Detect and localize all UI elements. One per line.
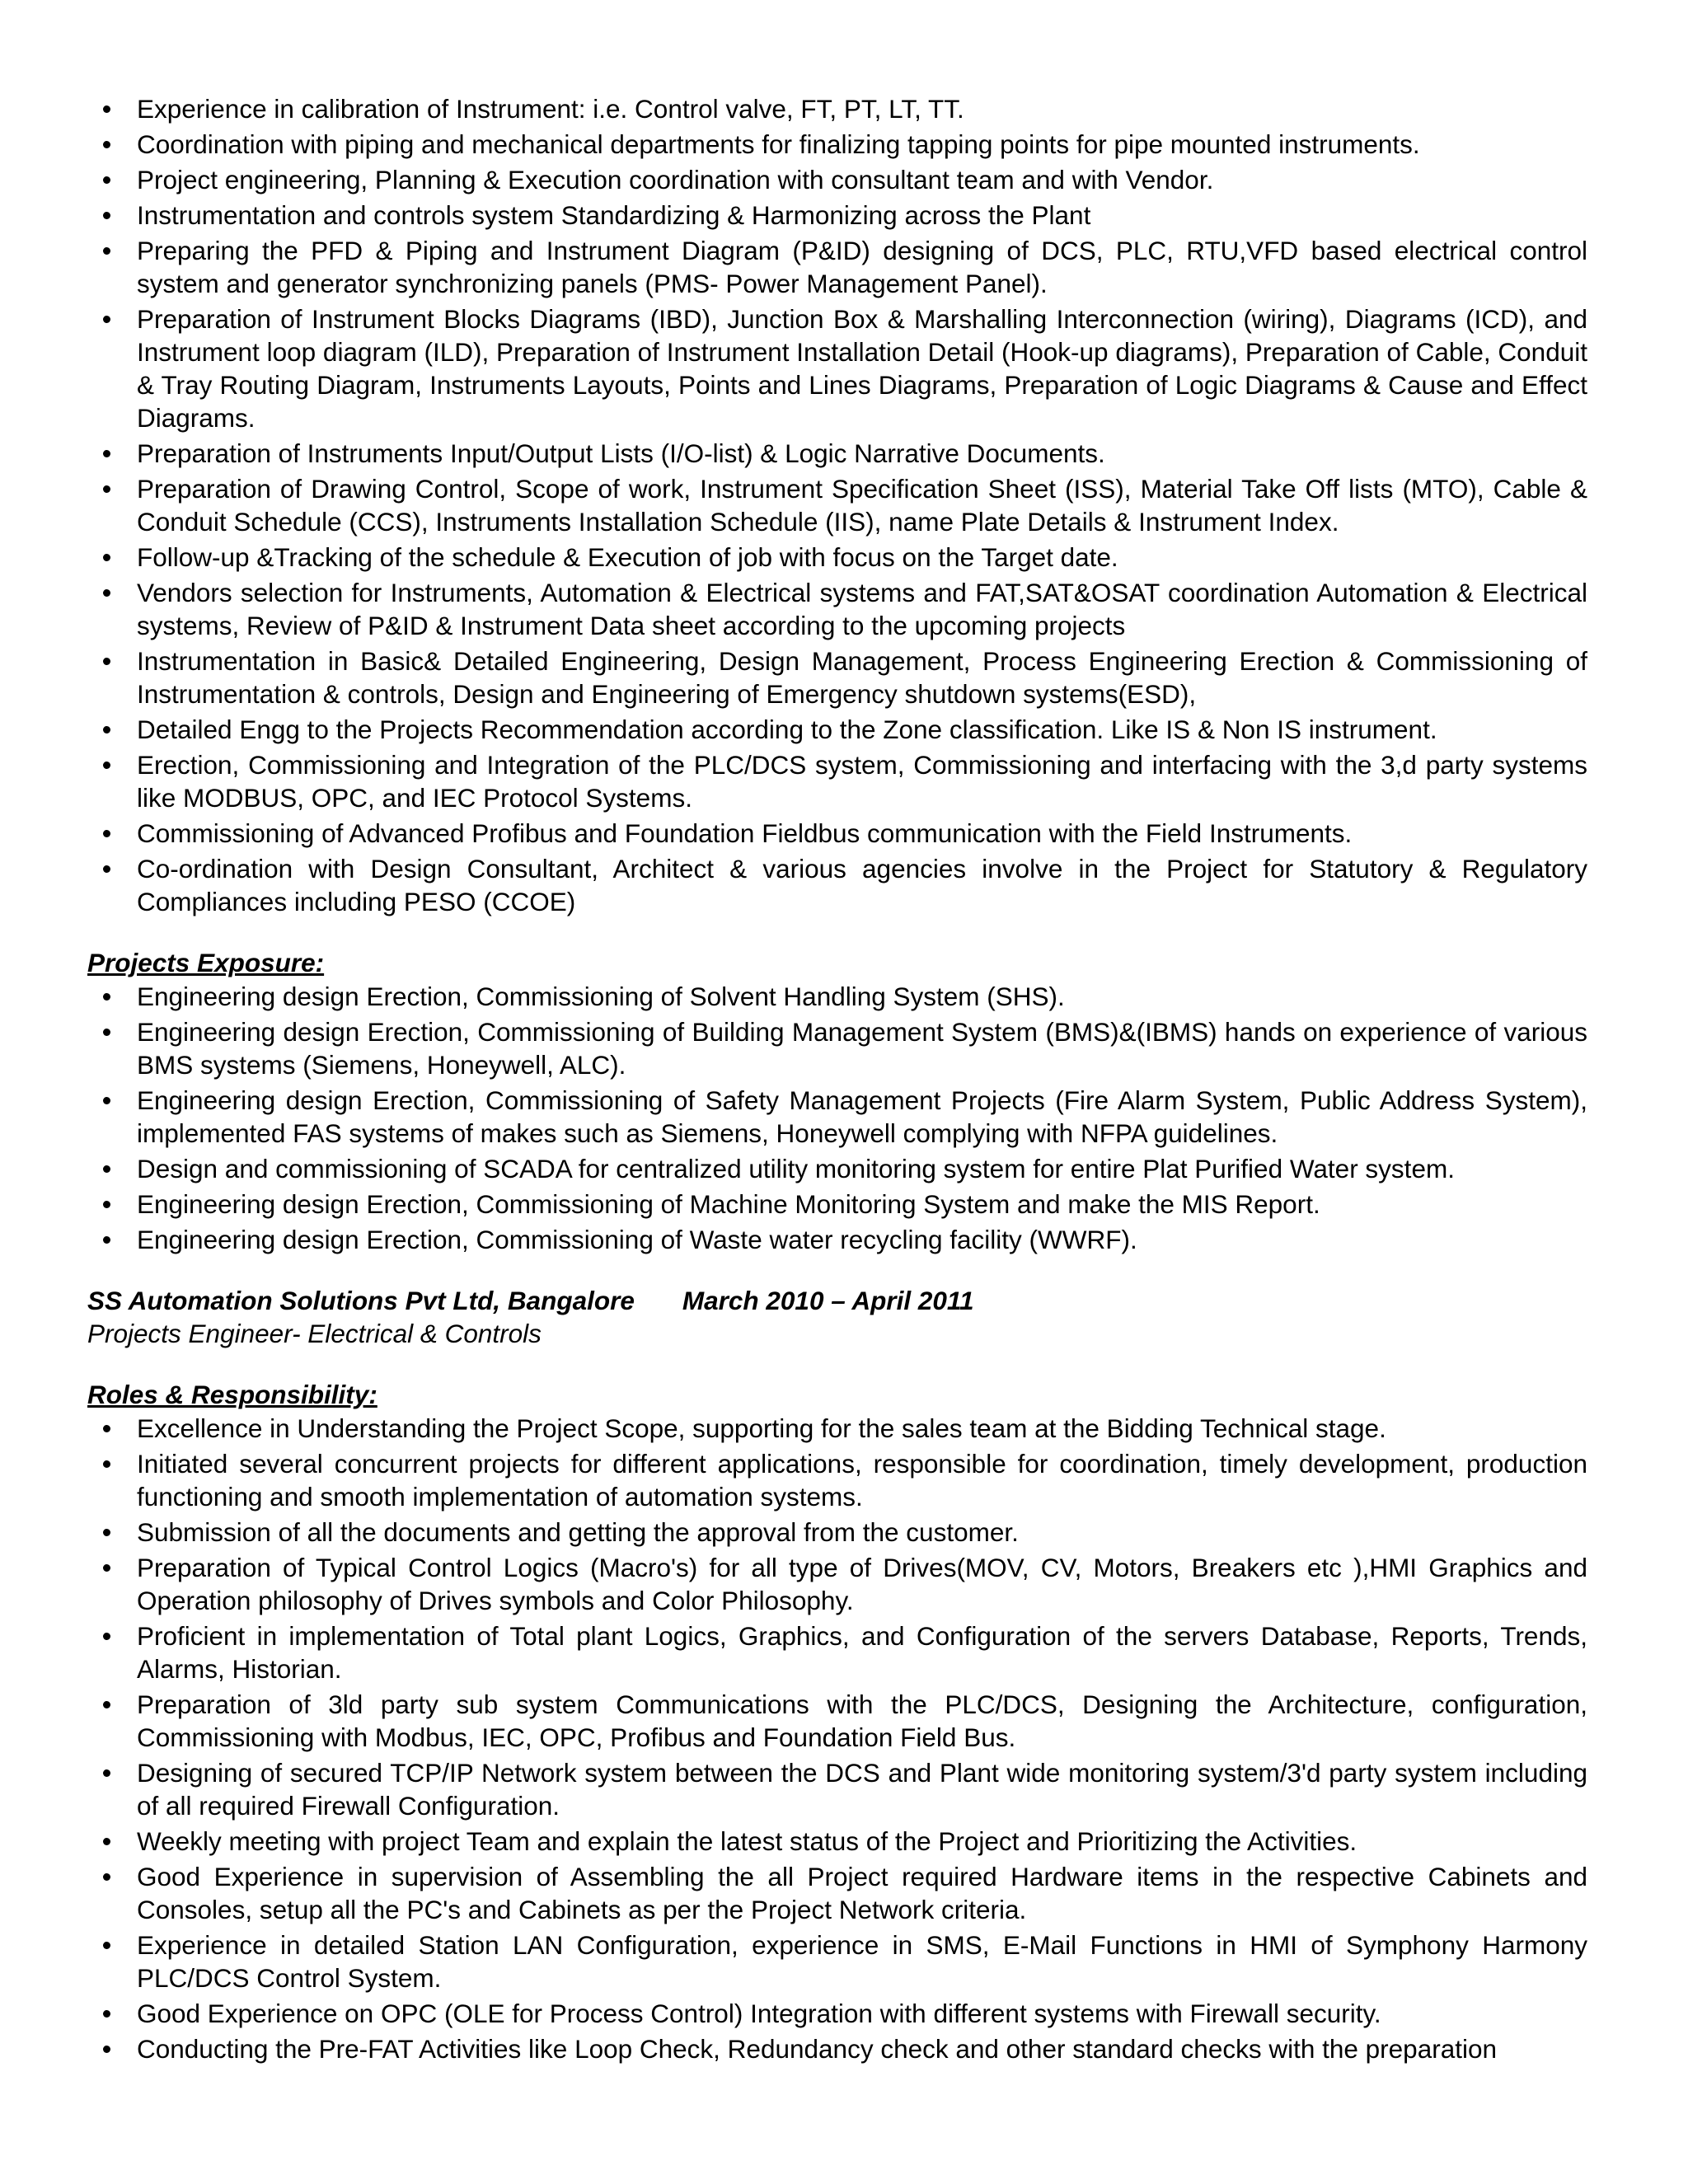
list-item: Follow-up &Tracking of the schedule & Execution of job with focus on the Target date. xyxy=(87,541,1587,574)
list-item: Instrumentation and controls system Standardizing & Harmonizing across the Plant xyxy=(87,199,1587,232)
list-item: Co-ordination with Design Consultant, Architect & various agencies involve in the Project for Statutory & Regulatory Compliances including PESO (CCOE) xyxy=(87,852,1587,918)
list-item: Commissioning of Advanced Profibus and Foundation Fieldbus communication with the Field Instruments. xyxy=(87,817,1587,850)
list-item: Experience in detailed Station LAN Configuration, experience in SMS, E-Mail Functions in HMI of Symphony Harmony PLC/DCS Control System. xyxy=(87,1929,1587,1994)
roles-heading: Roles & Responsibility: xyxy=(87,1380,377,1409)
employment-dates: March 2010 – April 2011 xyxy=(682,1286,974,1315)
list-item: Engineering design Erection, Commissioning of Building Management System (BMS)&(IBMS) hands on experience of various BMS systems (Siemens, Honeywell, ALC). xyxy=(87,1015,1587,1081)
list-item: Engineering design Erection, Commissioning of Solvent Handling System (SHS). xyxy=(87,980,1587,1013)
list-item: Submission of all the documents and getting the approval from the customer. xyxy=(87,1516,1587,1549)
list-item: Good Experience on OPC (OLE for Process Control) Integration with different systems with Firewall security. xyxy=(87,1997,1587,2030)
list-item: Designing of secured TCP/IP Network system between the DCS and Plant wide monitoring system/3'd party system including of all required Firewall Configuration. xyxy=(87,1756,1587,1822)
list-item: Good Experience in supervision of Assembling the all Project required Hardware items in the respective Cabinets and Consoles, setup all the PC's and Cabinets as per the Project Network criteria. xyxy=(87,1860,1587,1926)
list-item: Conducting the Pre-FAT Activities like Loop Check, Redundancy check and other standard checks with the preparation xyxy=(87,2032,1587,2065)
list-item: Detailed Engg to the Projects Recommendation according to the Zone classification. Like IS & Non IS instrument. xyxy=(87,713,1587,746)
list-item: Preparing the PFD & Piping and Instrument Diagram (P&ID) designing of DCS, PLC, RTU,VFD based electrical control system and generator synchronizing panels (PMS- Power Management Panel). xyxy=(87,234,1587,300)
list-item: Instrumentation in Basic& Detailed Engineering, Design Management, Process Engineering Erection & Commissioning of Instrumentation & controls, Design and Engineering of Emergency shutdown systems(ESD), xyxy=(87,644,1587,710)
experience-list xyxy=(87,92,1587,918)
list-item: Preparation of Drawing Control, Scope of work, Instrument Specification Sheet (ISS), Material Take Off lists (MTO), Cable & Conduit Schedule (CCS), Instruments Installation Schedule (IIS), name Plate Details & Instrument Index. xyxy=(87,472,1587,538)
list-item: Preparation of Typical Control Logics (Macro's) for all type of Drives(MOV, CV, Motors, Breakers etc ),HMI Graphics and Operation philosophy of Drives symbols and Color Philosophy. xyxy=(87,1551,1587,1617)
list-item: Engineering design Erection, Commissioning of Machine Monitoring System and make the MIS Report. xyxy=(87,1188,1587,1221)
job-title: Projects Engineer- Electrical & Controls xyxy=(87,1319,542,1348)
list-item: Preparation of Instrument Blocks Diagrams (IBD), Junction Box & Marshalling Interconnection (wiring), Diagrams (ICD), and Instrument loop diagram (ILD), Preparation of Instrument Installation Detail (Hook-up diagrams), Preparation of Cable, Conduit & Tray Routing Diagram, Instruments Layouts, Points and Lines Diagrams, Preparation of Logic Diagrams & Cause and Effect Diagrams. xyxy=(87,302,1587,434)
list-item: Project engineering, Planning & Execution coordination with consultant team and with Vendor. xyxy=(87,163,1587,196)
employer-header xyxy=(87,1284,1587,1317)
list-item: Weekly meeting with project Team and explain the latest status of the Project and Prioritizing the Activities. xyxy=(87,1825,1587,1858)
list-item: Preparation of 3ld party sub system Communications with the PLC/DCS, Designing the Architecture, configuration, Commissioning with Modbus, IEC, OPC, Profibus and Foundation Field Bus. xyxy=(87,1688,1587,1754)
list-item: Excellence in Understanding the Project Scope, supporting for the sales team at the Bidding Technical stage. xyxy=(87,1412,1587,1445)
list-item: Initiated several concurrent projects for different applications, responsible for coordination, timely development, production functioning and smooth implementation of automation systems. xyxy=(87,1447,1587,1513)
company-name: SS Automation Solutions Pvt Ltd, Bangalore xyxy=(87,1286,635,1315)
roles-list xyxy=(87,1412,1587,2065)
projects-exposure-list xyxy=(87,980,1587,1256)
list-item: Preparation of Instruments Input/Output Lists (I/O-list) & Logic Narrative Documents. xyxy=(87,437,1587,470)
list-item: Proficient in implementation of Total plant Logics, Graphics, and Configuration of the servers Database, Reports, Trends, Alarms, Historian. xyxy=(87,1619,1587,1685)
list-item: Vendors selection for Instruments, Automation & Electrical systems and FAT,SAT&OSAT coordination Automation & Electrical systems, Review of P&ID & Instrument Data sheet according to the upcoming projects xyxy=(87,576,1587,642)
list-item: Engineering design Erection, Commissioning of Safety Management Projects (Fire Alarm System, Public Address System), implemented FAS systems of makes such as Siemens, Honeywell complying with NFPA guidelines. xyxy=(87,1084,1587,1150)
list-item: Design and commissioning of SCADA for centralized utility monitoring system for entire Plat Purified Water system. xyxy=(87,1152,1587,1185)
list-item: Engineering design Erection, Commissioning of Waste water recycling facility (WWRF). xyxy=(87,1223,1587,1256)
projects-exposure-heading: Projects Exposure: xyxy=(87,948,325,977)
list-item: Coordination with piping and mechanical departments for finalizing tapping points for pipe mounted instruments. xyxy=(87,128,1587,161)
list-item: Experience in calibration of Instrument: i.e. Control valve, FT, PT, LT, TT. xyxy=(87,92,1587,125)
list-item: Erection, Commissioning and Integration of the PLC/DCS system, Commissioning and interfacing with the 3,d party systems like MODBUS, OPC, and IEC Protocol Systems. xyxy=(87,748,1587,814)
